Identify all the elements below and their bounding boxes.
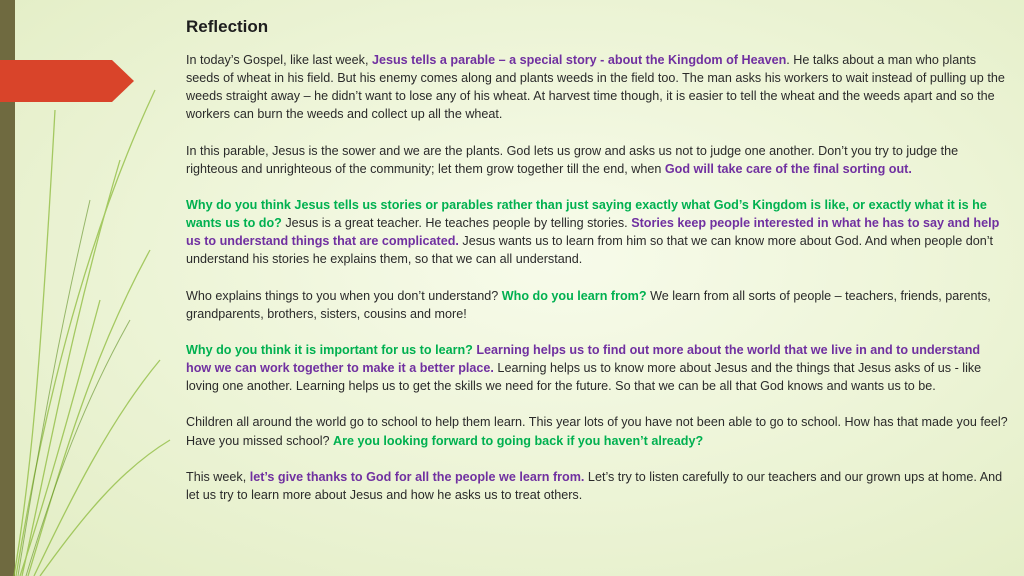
text-run: Let’s try to listen carefully to our teachers and our grown ups at home. And let us try to learn more about Jesus and how he asks us to treat others (186, 469, 1003, 502)
paragraph-6 (186, 413, 1008, 449)
text-run: Jesus tells a parable – a special story - about the Kingdom of Heaven (371, 53, 787, 67)
text-run: Stories keep people interested in what he has to say and help us to understand things that are complicated. (186, 216, 1000, 249)
paragraph-3 (186, 196, 1008, 269)
paragraph-2 (186, 142, 1008, 178)
text-run: This week, (186, 469, 250, 484)
text-run: Who do you learn from? (501, 288, 647, 303)
text-run: let’s give thanks to God for all the people we learn from. (249, 469, 585, 484)
paragraph-5 (186, 341, 1008, 395)
text-run: Who explains things to you when you don’t understand? (186, 288, 502, 303)
text-run: Jesus is a great teacher. He teaches people by telling stories. (281, 216, 632, 231)
text-run: God will take care of the final sorting out. (664, 161, 912, 176)
text-run: We learn from all sorts of people – teachers, friends, parents, grandparents, brothers, sisters, cousins and more! (186, 288, 991, 321)
text-run: In this parable, Jesus is the sower and we are the plants. God lets us grow and asks us not to judge one another. Don’t you try to judge the righteous and unrighteous of the community; let them grow together till the end, when (186, 143, 959, 176)
text-run: Why do you think Jesus tells us stories or parables rather than just saying exactly what God’s Kingdom is like, or exactly what it is he wants us to do? (186, 197, 987, 231)
paragraph-4 (186, 287, 1008, 323)
reflection-body (186, 51, 1008, 504)
paragraph-1 (186, 51, 1008, 124)
text-run: . (578, 487, 583, 502)
accent-tab (0, 60, 134, 102)
text-run: Learning helps us to find out more about the world that we live in and to understand how we can work together to make it a better place. (186, 342, 981, 376)
page-title: Reflection (186, 17, 269, 36)
text-run: In today’s Gospel, like last week, (186, 53, 372, 67)
text-run: Children all around the world go to school to help them learn. This year lots of you have not been able to go to school. How has that made you feel? Have you missed school? (186, 415, 1008, 448)
text-run: Learning helps us to know more about Jesus and the things that Jesus asks of us - like loving one another. Learning helps us to get the skills we need for the future. So that we can be all that God knows and wants us to be. (186, 361, 982, 394)
text-run: Are you looking forward to going back if you haven’t already? (333, 433, 704, 448)
text-run: Jesus wants us to learn from him so that we can know more about God. And when people don’t understand his stories he explains them, so that we can all understand. (186, 234, 994, 267)
text-run: . He talks about a man who plants seeds of wheat in his field. But his enemy comes along and plants weeds in the field too. The man asks his workers to wait instead of pulling up the weeds straight away – he didn’t want to lose any of his wheat. At harvest time though, it is easier to tell the wheat and the weeds apart and so the workers can burn the weeds and collect up all the wheat. (186, 53, 1005, 122)
paragraph-7 (186, 468, 1008, 504)
text-run: Why do you think it is important for us to learn? (186, 342, 473, 357)
content-area (186, 16, 1008, 522)
